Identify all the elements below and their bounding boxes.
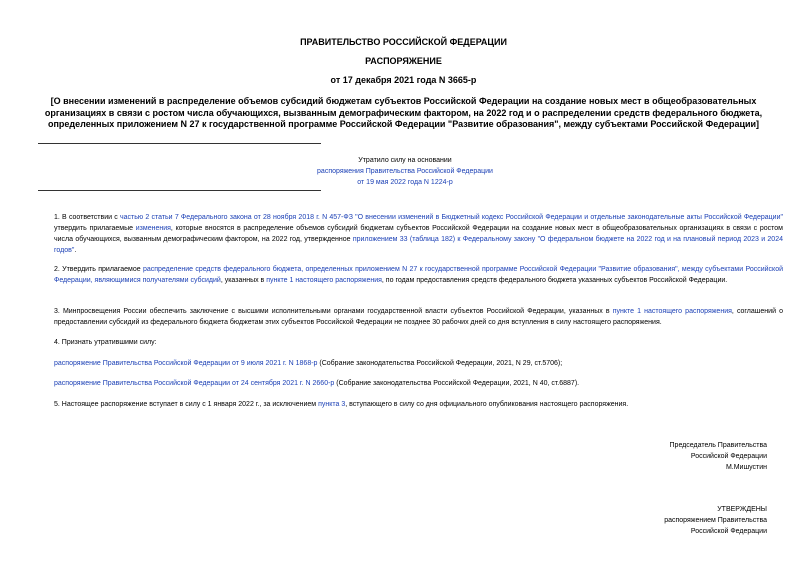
lost-force-text: Утратило силу на основании [358,157,452,164]
p4-link-2660[interactable]: распоряжение Правительства Российской Федерации от 24 сентября 2021 г. N 2660-р [54,380,335,387]
p1-text-a: 1. В соответствии с [54,214,120,221]
p1-link-changes[interactable]: изменения [135,225,171,232]
p2-text-c: , по годам предоставления средств федерального бюджета указанных субъектов Российской Федерации. [381,277,728,284]
paragraph-3 [40,306,783,328]
p3-text-a: 3. Минпросвещения России обеспечить заключение с высшими исполнительными органами государственной власти субъектов Российской Федерации, указанных в [54,308,613,315]
government-heading: ПРАВИТЕЛЬСТВО РОССИЙСКОЙ ФЕДЕРАЦИИ [300,37,507,47]
paragraph-4-item-1 [40,358,783,369]
p5-text-a: 5. Настоящее распоряжение вступает в силу с 1 января 2022 г., за исключением [54,401,319,408]
p1-text-d: . [74,247,77,254]
approved-by: распоряжением Правительства [664,517,767,524]
p4-item2-rest: (Собрание законодательства Российской Федерации, 2021, N 40, ст.6887). [334,380,580,387]
p2-text-b: , указанных в [220,277,267,284]
p5-link-point-3[interactable]: пункта 3 [318,401,346,408]
p2-text-a: 2. Утвердить прилагаемое [54,266,143,273]
divider-bottom [38,190,321,191]
signature-position: Председатель Правительства [669,442,767,449]
document-type: РАСПОРЯЖЕНИЕ [365,56,442,66]
signature-name: М.Мишустин [725,464,767,471]
p1-link-appendix-33[interactable]: приложением 33 (таблица 182) к Федеральному закону "О федеральном бюджете на 2022 год и на плановый период 2023 и 2024 годов" [54,236,783,254]
p3-text-b: , соглашений о предоставлении субсидий из федерального бюджета бюджетам этих субъектов Российской Федерации не позднее 30 рабочих дней со дня вступления в силу настоящего распоряжения. [54,308,783,326]
approved-country: Российской Федерации [690,528,767,535]
p1-text-b: утвердить прилагаемые [54,225,136,232]
p1-link-law-457[interactable]: частью 2 статьи 7 Федерального закона от 28 ноября 2018 г. N 457-ФЗ "О внесении изменений в Бюджетный кодекс Российской Федерации и отдельные законодательные акты Российской Федерации" [119,214,783,221]
document-date: от 17 декабря 2021 года N 3665-р [330,75,477,85]
signature-block [567,440,767,473]
p5-text-b: , вступающего в силу со дня официального опубликования настоящего распоряжения. [345,401,629,408]
p4-item1-rest: (Собрание законодательства Российской Федерации, 2021, N 29, ст.5706); [317,360,563,367]
p1-text-c: , которые вносятся в распределение объемов субсидий бюджетам субъектов Российской Федерации на создание новых мест в общеобразовательных организациях в связи с ростом числа обучающихся, вызванным демографическим фактором, на 2022 год, утвержденное [54,225,783,243]
p2-link-point-1[interactable]: пункте 1 настоящего распоряжения [266,277,382,284]
paragraph-2 [40,264,783,286]
approved-block [567,504,767,537]
paragraph-4-item-2 [40,378,783,389]
divider-top [38,143,321,144]
p4-link-1868[interactable]: распоряжение Правительства Российской Федерации от 9 июля 2021 г. N 1868-р [54,360,318,367]
p3-link-point-1[interactable]: пункте 1 настоящего распоряжения [612,308,732,315]
lost-force-link-date[interactable]: от 19 мая 2022 года N 1224-р [357,179,453,186]
lost-force-note [300,155,510,188]
paragraph-5 [40,399,783,410]
signature-country: Российской Федерации [690,453,767,460]
paragraph-4-intro: 4. Признать утратившими силу: [54,339,157,346]
paragraph-1 [40,212,783,256]
document-title: [О внесении изменений в распределение объемов субсидий бюджетам субъектов Российской Федерации на создание новых мест в общеобразовательных организациях в связи с ростом числа обучающихся, вызванным демографическим фактором, на 2022 год и о распределении средств федерального бюджета, определенных приложением N 27 к государственной программе Российской Федерации "Развитие образования", между субъектами Российской Федерации] [44,96,763,129]
approved-heading: УТВЕРЖДЕНЫ [717,506,767,513]
lost-force-link[interactable]: распоряжения Правительства Российской Федерации [317,168,493,175]
p2-link-distribution[interactable]: распределение средств федерального бюджета, определенных приложением N 27 к государственной программе Российской Федерации "Развитие образования", между субъектами Российской Федерации, являющимися получателями субсидий [54,266,783,284]
